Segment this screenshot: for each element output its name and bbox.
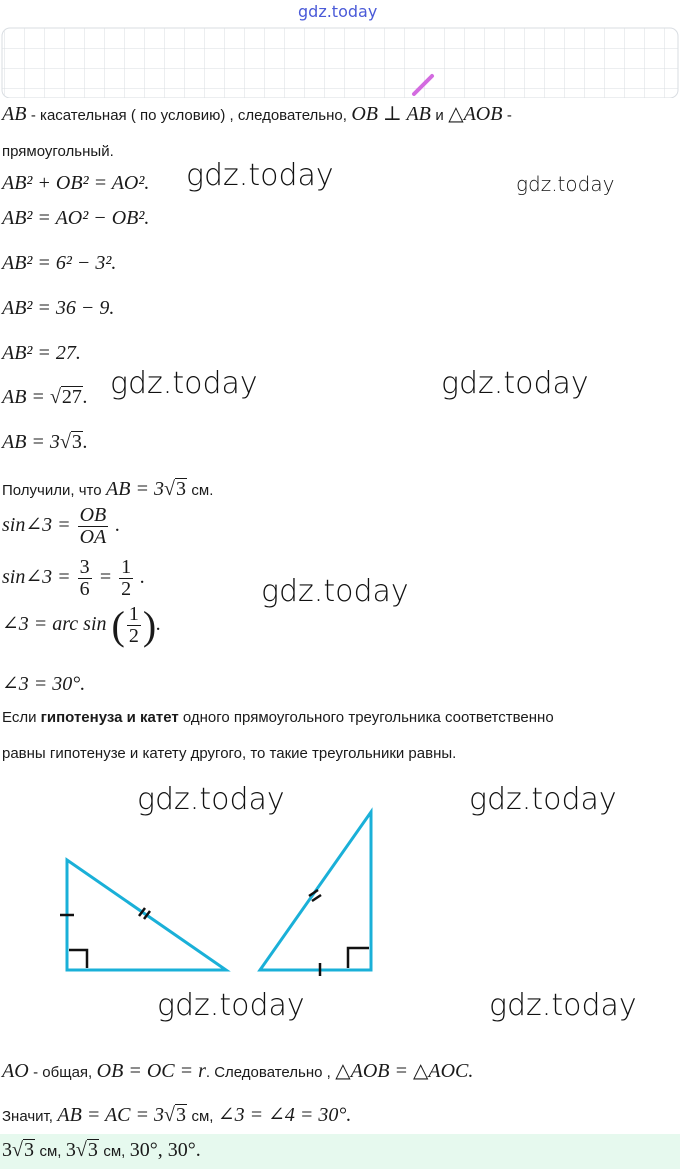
angle-result: ∠3 = 30°.: [2, 673, 86, 695]
right-triangle-marks: [309, 890, 369, 976]
equation-7: AB = 3√3.: [2, 431, 88, 453]
grid-paper-strip: [0, 26, 680, 98]
watermark: gdz.today: [110, 366, 258, 401]
rule-line-1: Если гипотенуза и катет одного прямоугольного треугольника соответственно: [2, 709, 554, 726]
sin-formula-1: sin∠3 = $\frac{OB}{OA}$ .: [2, 504, 121, 548]
line-conclusion: Значит, AB = AC = 3√3 см, ∠3 = ∠4 = 30°.: [2, 1104, 352, 1126]
equation-5: AB² = 27.: [2, 342, 81, 364]
sin-formula-2: sin∠3 = $\frac{3}{6}$ = $\frac{1}{2}$ .: [2, 556, 146, 600]
equation-4: AB² = 36 − 9.: [2, 297, 115, 319]
arcsin-formula: ∠3 = arc sin ( $\frac{1}{2}$ ).: [2, 603, 162, 648]
watermark: gdz.today: [137, 782, 285, 817]
line-right-triangle: прямоугольный.: [2, 143, 114, 160]
watermark: gdz.today: [441, 366, 589, 401]
equation-3: AB² = 6² − 3².: [2, 252, 117, 274]
watermark: gdz.today: [469, 782, 617, 817]
left-triangle-marks: [60, 908, 150, 968]
header-site-label: gdz.today: [298, 2, 378, 21]
watermark: gdz.today: [489, 988, 637, 1023]
line-tangent: AB - касательная ( по условию) , следовательно, OB ⊥ AB и △AOB -: [2, 103, 512, 125]
equation-1: AB² + OB² = AO².: [2, 172, 150, 194]
watermark: gdz.today: [261, 574, 409, 609]
watermark: gdz.today: [186, 158, 334, 193]
line-result-ab: Получили, что AB = 3√3 см.: [2, 478, 214, 500]
watermark: gdz.today: [516, 172, 615, 196]
rule-line-2: равны гипотенузе и катету другого, то такие треугольники равны.: [2, 745, 457, 762]
answer-line: 3√3 см, 3√3 см, 30°, 30°.: [2, 1139, 201, 1161]
equation-2: AB² = AO² − OB².: [2, 207, 150, 229]
line-common-side: AO - общая, OB = OC = r. Следовательно , △AOB = △AOC.: [2, 1060, 474, 1082]
equation-6: AB = √27.: [2, 386, 88, 408]
watermark: gdz.today: [157, 988, 305, 1023]
